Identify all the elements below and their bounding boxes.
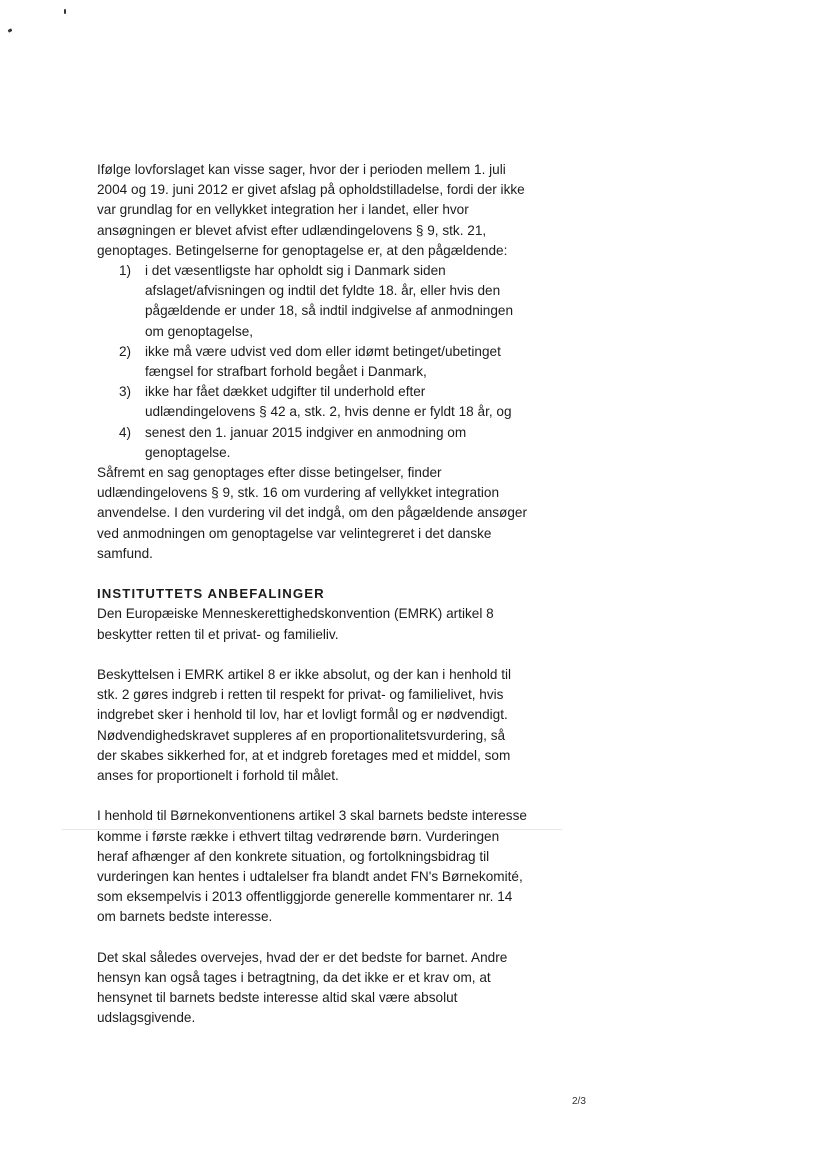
body-text <box>97 160 567 1049</box>
conditions-list <box>97 261 567 463</box>
text-line: anvendelse. I den vurdering vil det indgå, om den pågældende ansøger <box>97 505 528 521</box>
text-line: genoptagelse. <box>145 444 231 460</box>
text-line: udslagsgivende. <box>97 1010 196 1026</box>
text-line: om barnets bedste interesse. <box>97 909 273 925</box>
text-line: udlændingelovens § 42 a, stk. 2, hvis denne er fyldt 18 år, og <box>145 404 512 420</box>
text-line: i det væsentligste har opholdt sig i Danmark siden <box>145 263 446 279</box>
text-line: Beskyttelsen i EMRK artikel 8 er ikke absolut, og der kan i henhold til <box>97 667 512 683</box>
text-line: Det skal således overvejes, hvad der er det bedste for barnet. Andre <box>97 949 508 965</box>
text-line: indgrebet sker i henhold til lov, har et lovligt formål og er nødvendigt. <box>97 707 508 723</box>
text-line: pågældende er under 18, så indtil indgivelse af anmodningen <box>145 303 514 319</box>
text-line: ikke har fået dækket udgifter til underhold efter <box>145 384 426 400</box>
list-number: 4) <box>119 424 132 440</box>
text-line: ved anmodningen om genoptagelse var velintegreret i det danske <box>97 525 492 541</box>
text-line: stk. 2 gøres indgreb i retten til respekt for privat- og familielivet, hvis <box>97 687 504 703</box>
intro-paragraph <box>97 160 567 261</box>
text-line: Såfremt en sag genoptages efter disse betingelser, finder <box>97 465 442 481</box>
list-number: 1) <box>119 263 132 279</box>
list-item <box>97 261 567 342</box>
scan-speck <box>64 9 66 14</box>
text-line: Ifølge lovforslaget kan visse sager, hvor der i perioden mellem 1. juli <box>97 162 506 177</box>
list-item <box>97 382 567 422</box>
text-line: heraf afhænger af den konkrete situation, og fortolkningsbidrag til <box>97 848 490 864</box>
text-line: komme i første række i ethvert tiltag vedrørende børn. Vurderingen <box>97 828 500 844</box>
scan-speck <box>8 28 13 33</box>
text-line: Nødvendighedskravet suppleres af en proportionalitetsvurdering, så <box>97 727 506 743</box>
page-number: 2/3 <box>572 1096 586 1107</box>
text-line: genoptages. Betingelserne for genoptagelse er, at den pågældende: <box>97 242 508 258</box>
list-item <box>97 423 567 463</box>
text-line: Den Europæiske Menneskerettighedskonvention (EMRK) artikel 8 <box>97 606 494 622</box>
text-line: ansøgningen er blevet afvist efter udlændingelovens § 9, stk. 21, <box>97 222 487 238</box>
list-number: 3) <box>119 384 132 400</box>
text-line: var grundlag for en vellykket integration her i landet, eller hvor <box>97 202 469 218</box>
list-item <box>97 342 567 382</box>
list-number: 2) <box>119 343 132 359</box>
text-line: der skabes sikkerhed for, at et indgreb foretages med et middel, som <box>97 747 511 763</box>
text-line: anses for proportionelt i forhold til målet. <box>97 768 339 784</box>
section-heading: INSTITUTTETS ANBEFALINGER <box>97 586 325 602</box>
paragraph-emrk <box>97 604 567 644</box>
text-line: som eksempelvis i 2013 offentliggjorde generelle kommentarer nr. 14 <box>97 889 513 905</box>
paragraph-best-interest <box>97 948 567 1029</box>
text-line: hensyn kan også tages i betragtning, da det ikke er et krav om, at <box>97 970 491 986</box>
paragraph-reopening <box>97 463 567 564</box>
paragraph-child-convention <box>97 806 567 927</box>
text-line: samfund. <box>97 545 153 561</box>
text-line: afslaget/afvisningen og indtil det fyldte 18. år, eller hvis den <box>145 283 501 299</box>
text-line: senest den 1. januar 2015 indgiver en anmodning om <box>145 424 467 440</box>
text-line: om genoptagelse, <box>145 323 254 339</box>
text-line: beskytter retten til et privat- og familieliv. <box>97 626 339 642</box>
text-line: fængsel for strafbart forhold begået i Danmark, <box>145 364 427 380</box>
text-line: 2004 og 19. juni 2012 er givet afslag på opholdstilladelse, fordi der ikke <box>97 182 525 198</box>
text-line: ikke må være udvist ved dom eller idømt betinget/ubetinget <box>145 343 501 359</box>
text-line: udlændingelovens § 9, stk. 16 om vurdering af vellykket integration <box>97 485 499 501</box>
text-line: hensynet til barnets bedste interesse altid skal være absolut <box>97 990 458 1006</box>
text-line: I henhold til Børnekonventionens artikel 3 skal barnets bedste interesse <box>97 808 527 824</box>
paragraph-protection <box>97 665 567 786</box>
text-line: vurderingen kan hentes i udtalelser fra blandt andet FN's Børnekomité, <box>97 869 523 885</box>
